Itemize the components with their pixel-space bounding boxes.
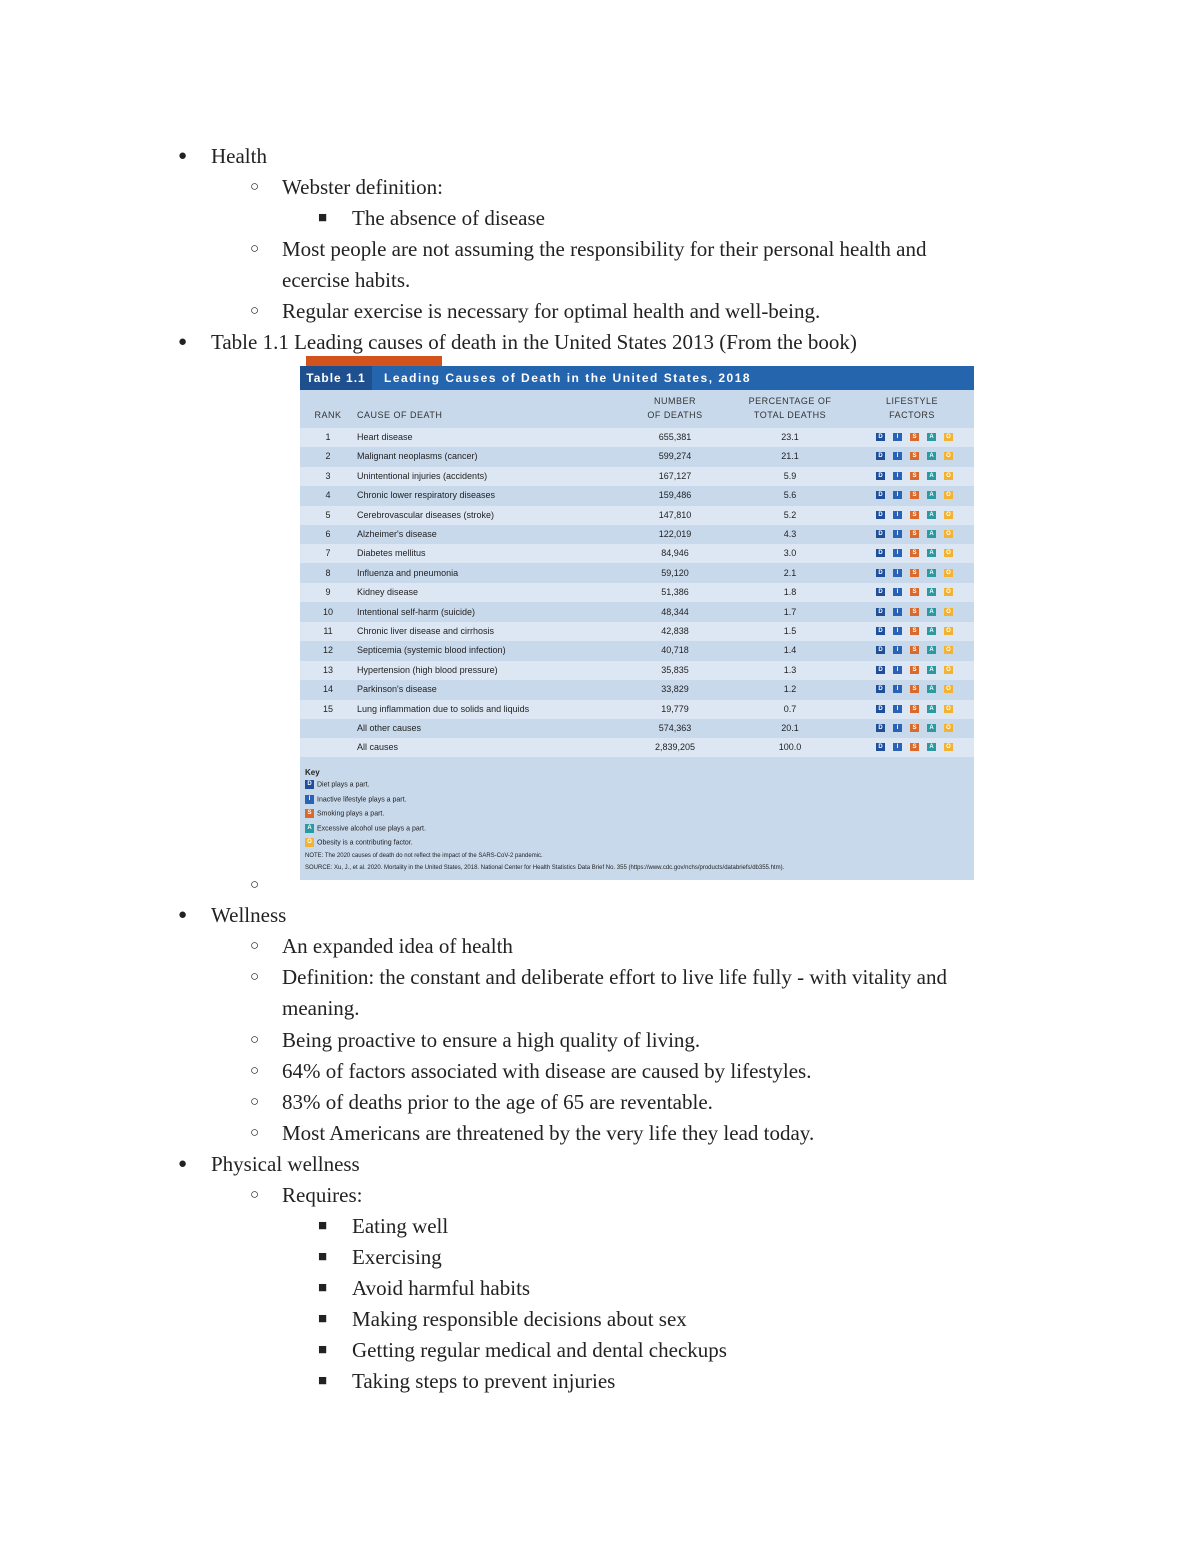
lifestyle-factor-icon: D (876, 627, 885, 635)
deaths-cell: 59,120 (661, 567, 689, 578)
key-item (305, 809, 384, 819)
lifestyle-factor-icon: O (944, 511, 953, 519)
percent-cell: 21.1 (781, 451, 799, 462)
cause-cell: Lung inflammation due to solids and liquids (357, 703, 530, 714)
lifestyle-factor-icon: D (876, 666, 885, 674)
lifestyle-factor-icon: I (893, 452, 902, 460)
lifestyle-factor-icon: D (876, 530, 885, 538)
americans-threatened: Most Americans are threatened by the very life they lead today. (282, 1121, 815, 1145)
col-cause-header: CAUSE OF DEATH (357, 410, 443, 420)
lifestyle-factor-icon: I (893, 569, 902, 577)
lifestyle-factor-icon: I (893, 743, 902, 751)
physical-item: Getting regular medical and dental checkups (352, 1338, 727, 1362)
cause-cell: Influenza and pneumonia (357, 567, 459, 578)
table-row (300, 603, 974, 622)
percent-cell: 5.6 (783, 490, 797, 501)
col-number-header-1: NUMBER (653, 396, 696, 406)
pct-83-deaths: 83% of deaths prior to the age of 65 are reventable. (282, 1090, 713, 1114)
col-lifestyle-header-1: LIFESTYLE (885, 396, 939, 406)
bullet-circle: ○ (250, 1187, 260, 1203)
lifestyle-factor-icon: A (927, 472, 936, 480)
table-row (300, 467, 974, 486)
lifestyle-factor-icon: I (893, 530, 902, 538)
rank-cell: 12 (322, 645, 333, 656)
percent-cell: 5.2 (783, 509, 797, 520)
cause-cell: All causes (357, 742, 399, 753)
lifestyle-factor-icon: O (944, 743, 953, 751)
physical-item: Exercising (352, 1245, 442, 1269)
lifestyle-factor-icon: O (944, 433, 953, 441)
lifestyle-factor-icon: O (944, 530, 953, 538)
rank-cell: 8 (325, 567, 331, 578)
lifestyle-factor-icon: A (927, 666, 936, 674)
table-label: Table 1.1 (300, 366, 372, 390)
health-heading: Health (211, 144, 267, 168)
lifestyle-factor-icon: O (944, 627, 953, 635)
percent-cell: 1.3 (783, 664, 797, 675)
responsibility-line-1: Most people are not assuming the responsibility for their personal health and (282, 237, 927, 261)
cause-cell: Chronic lower respiratory diseases (357, 490, 496, 501)
webster-definition: Webster definition: (282, 175, 444, 199)
table-row (300, 506, 974, 525)
bullet-dot: ● (178, 148, 188, 164)
key-label: Excessive alcohol use plays a part. (317, 824, 426, 832)
lifestyle-factor-icon: I (893, 433, 902, 441)
lifestyle-factor-icon: D (876, 705, 885, 713)
lifestyle-factor-icon: A (927, 530, 936, 538)
rank-cell: 4 (325, 490, 331, 501)
deaths-cell: 40,718 (661, 645, 689, 656)
rank-cell: 3 (325, 470, 331, 481)
percent-cell: 20.1 (781, 723, 799, 733)
bullet-circle: ○ (250, 1125, 260, 1141)
table-row (300, 700, 974, 719)
key-item (305, 795, 407, 805)
bullet-circle: ○ (250, 969, 260, 985)
lifestyle-factor-icon: D (876, 743, 885, 751)
lifestyle-factor-icon: S (910, 627, 919, 635)
table-row (300, 486, 974, 505)
key-swatch-icon: D (305, 780, 314, 789)
lifestyle-factor-icon: S (910, 452, 919, 460)
lifestyle-factor-icon: D (876, 569, 885, 577)
col-percent-header-1: PERCENTAGE OF (748, 396, 832, 406)
lifestyle-factor-icon: A (927, 743, 936, 751)
lifestyle-factor-icon: S (910, 588, 919, 596)
lifestyle-factor-icon: S (910, 511, 919, 519)
lifestyle-factor-icon: D (876, 433, 885, 441)
lifestyle-factor-icon: D (876, 724, 885, 732)
cause-cell: Intentional self-harm (suicide) (357, 606, 476, 617)
col-rank-header: RANK (314, 410, 342, 420)
bullet-square: ■ (318, 1342, 328, 1358)
lifestyle-factor-icon: S (910, 549, 919, 557)
table-row (300, 738, 974, 757)
responsibility-line-2: ecercise habits. (282, 268, 411, 292)
key-swatch-icon: S (305, 809, 314, 818)
lifestyle-factor-icon: S (910, 472, 919, 480)
percent-cell: 5.9 (783, 470, 797, 481)
key-swatch-icon: A (305, 824, 314, 833)
lifestyle-factor-icon: D (876, 452, 885, 460)
lifestyle-factor-icon: I (893, 685, 902, 693)
percent-cell: 1.4 (783, 645, 797, 656)
deaths-cell: 42,838 (661, 626, 689, 636)
cause-cell: Diabetes mellitus (357, 548, 426, 559)
lifestyle-factor-icon: I (893, 491, 902, 499)
percent-cell: 1.8 (783, 587, 797, 598)
cause-cell: Septicemia (systemic blood infection) (357, 645, 506, 656)
cause-cell: Heart disease (357, 432, 413, 442)
table-row (300, 447, 974, 466)
being-proactive: Being proactive to ensure a high quality of living. (282, 1028, 701, 1052)
col-number-header-2: OF DEATHS (647, 410, 703, 420)
lifestyle-factor-icon: S (910, 743, 919, 751)
bullet-square: ■ (318, 1218, 328, 1234)
lifestyle-factor-icon: A (927, 569, 936, 577)
deaths-cell: 35,835 (661, 664, 689, 675)
percent-cell: 1.2 (783, 684, 797, 695)
lifestyle-factor-icon: A (927, 627, 936, 635)
lifestyle-factor-icon: O (944, 452, 953, 460)
bullet-circle: ○ (250, 1063, 260, 1079)
lifestyle-factor-icon: S (910, 666, 919, 674)
table-row (300, 661, 974, 680)
table-note: NOTE: The 2020 causes of death do not reflect the impact of the SARS-CoV-2 pandemic. (305, 853, 543, 859)
lifestyle-factor-icon: A (927, 705, 936, 713)
key-label: Obesity is a contributing factor. (317, 839, 413, 847)
bullet-circle: ○ (250, 179, 260, 195)
lifestyle-factor-icon: A (927, 433, 936, 441)
key-label: Smoking plays a part. (317, 810, 385, 818)
lifestyle-factor-icon: D (876, 472, 885, 480)
lifestyle-factor-icon: I (893, 511, 902, 519)
deaths-cell: 574,363 (658, 723, 692, 733)
key-swatch-icon: I (305, 795, 314, 804)
deaths-cell: 84,946 (661, 548, 689, 559)
bullet-circle: ○ (250, 303, 260, 319)
bullet-square: ■ (318, 1249, 328, 1265)
key-swatch-icon: O (305, 838, 314, 847)
lifestyle-factor-icon: I (893, 608, 902, 616)
rank-cell: 6 (325, 529, 331, 539)
deaths-cell: 159,486 (658, 490, 692, 501)
pct-64-factors: 64% of factors associated with disease are caused by lifestyles. (282, 1059, 812, 1083)
table-row (300, 641, 974, 660)
bullet-circle: ○ (250, 938, 260, 954)
lifestyle-factor-icon: D (876, 608, 885, 616)
lifestyle-factor-icon: A (927, 608, 936, 616)
bullet-square: ■ (318, 1280, 328, 1296)
lifestyle-factor-icon: A (927, 685, 936, 693)
lifestyle-factor-icon: S (910, 724, 919, 732)
deaths-cell: 48,344 (661, 606, 689, 617)
cause-cell: All other causes (357, 723, 422, 733)
table-row (300, 544, 974, 563)
col-lifestyle-header-2: FACTORS (889, 410, 935, 420)
lifestyle-factor-icon: A (927, 511, 936, 519)
lifestyle-factor-icon: A (927, 491, 936, 499)
bullet-circle: ○ (250, 1094, 260, 1110)
table-row (300, 719, 974, 738)
lifestyle-factor-icon: S (910, 685, 919, 693)
deaths-cell: 147,810 (658, 509, 692, 520)
deaths-cell: 51,386 (661, 587, 689, 598)
physical-wellness-heading: Physical wellness (211, 1152, 360, 1176)
lifestyle-factor-icon: S (910, 646, 919, 654)
lifestyle-factor-icon: O (944, 588, 953, 596)
bullet-dot: ● (178, 1156, 188, 1172)
table-title: Leading Causes of Death in the United States, 2018 (384, 371, 752, 385)
lifestyle-factor-icon: D (876, 646, 885, 654)
deaths-cell: 655,381 (658, 432, 692, 442)
rank-cell: 15 (322, 703, 333, 714)
lifestyle-factor-icon: A (927, 452, 936, 460)
key-label: Diet plays a part. (317, 781, 370, 789)
table-row (300, 583, 974, 602)
table-row (300, 428, 974, 447)
lifestyle-factor-icon: I (893, 646, 902, 654)
bullet-circle: ○ (250, 241, 260, 257)
cause-cell: Chronic liver disease and cirrhosis (357, 626, 495, 636)
rank-cell: 2 (325, 451, 331, 462)
lifestyle-factor-icon: O (944, 549, 953, 557)
physical-item: Eating well (352, 1214, 449, 1238)
percent-cell: 1.5 (783, 626, 797, 636)
percent-cell: 2.1 (783, 567, 797, 578)
lifestyle-factor-icon: S (910, 569, 919, 577)
percent-cell: 1.7 (783, 606, 797, 617)
lifestyle-factor-icon: I (893, 549, 902, 557)
expanded-idea: An expanded idea of health (282, 934, 513, 958)
lifestyle-factor-icon: I (893, 588, 902, 596)
percent-cell: 3.0 (783, 548, 797, 559)
lifestyle-factor-icon: O (944, 666, 953, 674)
key-item (305, 824, 426, 834)
bullet-dot: ● (178, 334, 188, 350)
regular-exercise: Regular exercise is necessary for optimal health and well-being. (282, 299, 821, 323)
rank-cell: 1 (325, 432, 331, 442)
lifestyle-factor-icon: S (910, 530, 919, 538)
table-caption: Table 1.1 Leading causes of death in the United States 2013 (From the book) (211, 330, 857, 354)
lifestyle-factor-icon: I (893, 666, 902, 674)
lifestyle-factor-icon: O (944, 705, 953, 713)
key-item (305, 838, 413, 848)
cause-cell: Hypertension (high blood pressure) (357, 664, 498, 675)
lifestyle-factor-icon: I (893, 472, 902, 480)
lifestyle-factor-icon: A (927, 588, 936, 596)
lifestyle-factor-icon: O (944, 491, 953, 499)
lifestyle-factor-icon: O (944, 646, 953, 654)
deaths-cell: 2,839,205 (654, 742, 696, 753)
key-label: Inactive lifestyle plays a part. (317, 795, 407, 803)
lifestyle-factor-icon: A (927, 724, 936, 732)
lifestyle-factor-icon: S (910, 608, 919, 616)
physical-item: Avoid harmful habits (352, 1276, 531, 1300)
rank-cell: 9 (325, 587, 331, 598)
table-row (300, 525, 974, 544)
rank-cell: 13 (322, 664, 333, 675)
percent-cell: 4.3 (783, 529, 797, 539)
lifestyle-factor-icon: S (910, 705, 919, 713)
cause-cell: Unintentional injuries (accidents) (357, 470, 488, 481)
lifestyle-factor-icon: S (910, 433, 919, 441)
table-accent-tab (306, 356, 442, 366)
physical-item: Taking steps to prevent injuries (352, 1369, 616, 1393)
bullet-dot: ● (178, 907, 188, 923)
cause-cell: Cerebrovascular diseases (stroke) (357, 509, 495, 520)
table-row (300, 564, 974, 583)
lifestyle-factor-icon: D (876, 511, 885, 519)
cause-cell: Parkinson's disease (357, 684, 437, 695)
table-source: SOURCE: Xu, J., et al. 2020. Mortality in the United States, 2018. National Center for Health Statistics Data Brief No. 355 (https://www.cdc.gov/nchs/products/databriefs/db355.htm). (305, 865, 785, 871)
lifestyle-factor-icon: A (927, 646, 936, 654)
cause-cell: Kidney disease (357, 587, 419, 598)
lifestyle-factor-icon: D (876, 588, 885, 596)
bullet-square: ■ (318, 1311, 328, 1327)
percent-cell: 100.0 (778, 742, 802, 753)
bullet-square: ■ (318, 210, 328, 226)
percent-cell: 0.7 (783, 703, 797, 714)
percent-cell: 23.1 (781, 432, 799, 442)
wellness-heading: Wellness (211, 903, 287, 927)
rank-cell: 10 (322, 606, 333, 617)
lifestyle-factor-icon: O (944, 569, 953, 577)
rank-cell: 11 (323, 626, 333, 636)
key-title: Key (305, 768, 320, 777)
requires: Requires: (282, 1183, 363, 1207)
rank-cell: 7 (325, 548, 331, 559)
col-percent-header-2: TOTAL DEATHS (753, 410, 827, 420)
deaths-cell: 167,127 (658, 470, 692, 481)
lifestyle-factor-icon: O (944, 472, 953, 480)
deaths-cell: 33,829 (661, 684, 689, 695)
lifestyle-factor-icon: O (944, 685, 953, 693)
lifestyle-factor-icon: D (876, 685, 885, 693)
table-row (300, 680, 974, 699)
lifestyle-factor-icon: D (876, 491, 885, 499)
table-row (300, 622, 974, 641)
definition-line-2: meaning. (282, 996, 360, 1020)
rank-cell: 14 (322, 684, 333, 695)
table-header-bar (300, 366, 974, 390)
lifestyle-factor-icon: I (893, 724, 902, 732)
lifestyle-factor-icon: I (893, 627, 902, 635)
lifestyle-factor-icon: O (944, 608, 953, 616)
bullet-square: ■ (318, 1373, 328, 1389)
lifestyle-factor-icon: I (893, 705, 902, 713)
absence-of-disease: The absence of disease (352, 206, 545, 230)
bullet-circle: ○ (250, 877, 260, 893)
rank-cell: 5 (325, 509, 331, 520)
lifestyle-factor-icon: O (944, 724, 953, 732)
key-item (305, 780, 370, 790)
lifestyle-factor-icon: D (876, 549, 885, 557)
lifestyle-factor-icon: A (927, 549, 936, 557)
deaths-cell: 19,779 (661, 703, 689, 714)
leading-causes-table (300, 366, 974, 880)
deaths-cell: 599,274 (658, 451, 692, 462)
physical-item: Making responsible decisions about sex (352, 1307, 687, 1331)
cause-cell: Alzheimer's disease (357, 529, 437, 539)
bullet-circle: ○ (250, 1032, 260, 1048)
cause-cell: Malignant neoplasms (cancer) (357, 451, 478, 462)
deaths-cell: 122,019 (658, 529, 692, 539)
lifestyle-factor-icon: S (910, 491, 919, 499)
definition-line-1: Definition: the constant and deliberate effort to live life fully - with vitality and (282, 965, 948, 989)
